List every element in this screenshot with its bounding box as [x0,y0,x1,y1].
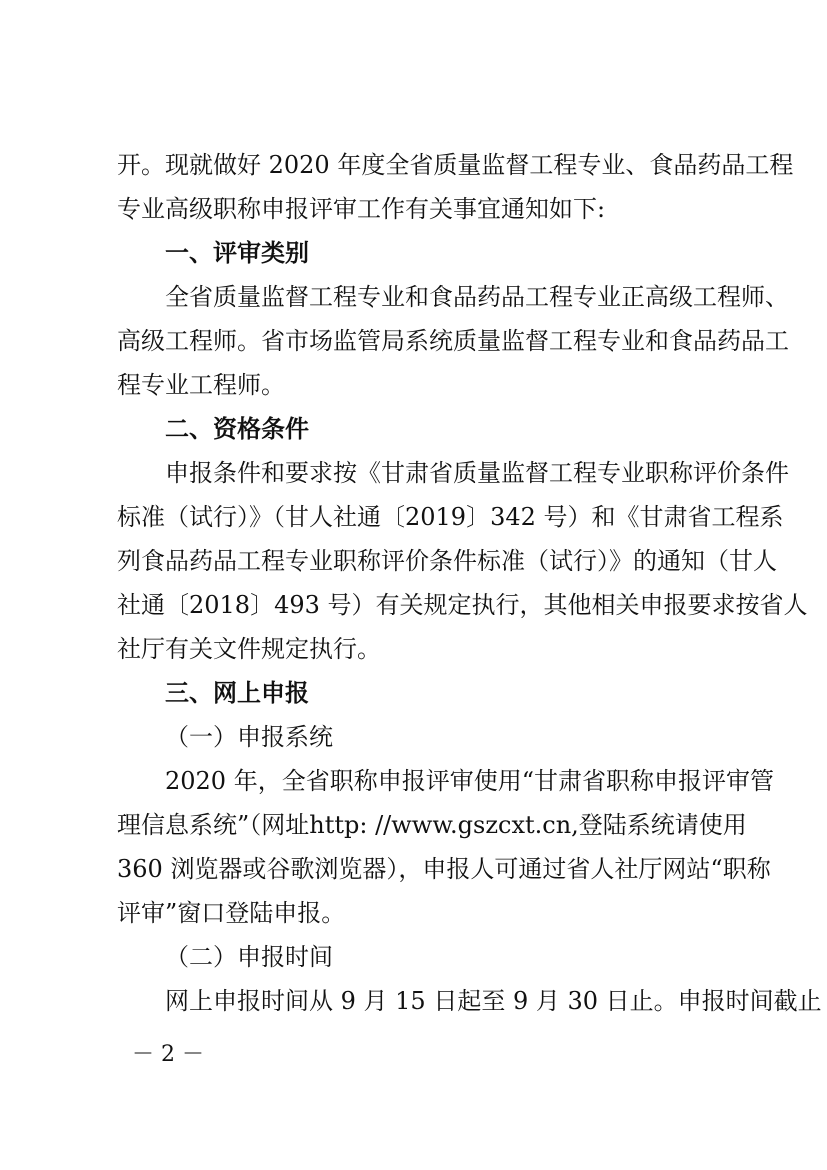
section-heading-online-application: 三、网上申报 [165,679,309,707]
body-text-line: 网上申报时间从 9 月 15 日起至 9 月 30 日止。申报时间截止 [165,987,822,1015]
page-number: － 2 － [132,1042,204,1067]
section-heading-qualifications: 二、资格条件 [165,415,309,443]
body-text-line: 程专业工程师。 [117,371,285,399]
body-text-line: 社厅有关文件规定执行。 [117,635,381,663]
body-text-line: 开。现就做好 2020 年度全省质量监督工程专业、食品药品工程 [117,151,794,179]
body-text-line: 2020 年，全省职称申报评审使用“甘肃省职称申报评审管 [165,767,774,795]
body-text-line: 评审”窗口登陆申报。 [117,899,346,927]
section-heading-review-category: 一、评审类别 [165,239,309,267]
subsection-heading-application-system: （一）申报系统 [165,723,333,751]
body-text-line: 申报条件和要求按《甘肃省质量监督工程专业职称评价条件 [165,459,789,487]
body-text-line: 360 浏览器或谷歌浏览器），申报人可通过省人社厅网站“职称 [117,855,771,883]
body-text-line: 高级工程师。省市场监管局系统质量监督工程专业和食品药品工 [117,327,789,355]
body-text-line: 全省质量监督工程专业和食品药品工程专业正高级工程师、 [165,283,789,311]
body-text-line: 标准（试行）》（甘人社通〔2019〕342 号）和《甘肃省工程系 [117,503,784,531]
body-text-line: 社通〔2018〕493 号）有关规定执行，其他相关申报要求按省人 [117,591,808,619]
subsection-heading-application-time: （二）申报时间 [165,943,333,971]
body-text-line: 列食品药品工程专业职称评价条件标准（试行）》的通知（甘人 [117,547,777,575]
body-text-line: 专业高级职称申报评审工作有关事宜通知如下: [117,195,606,223]
body-text-line: 理信息系统”（网址http: //www.gszcxt.cn,登陆系统请使用 [117,811,747,839]
